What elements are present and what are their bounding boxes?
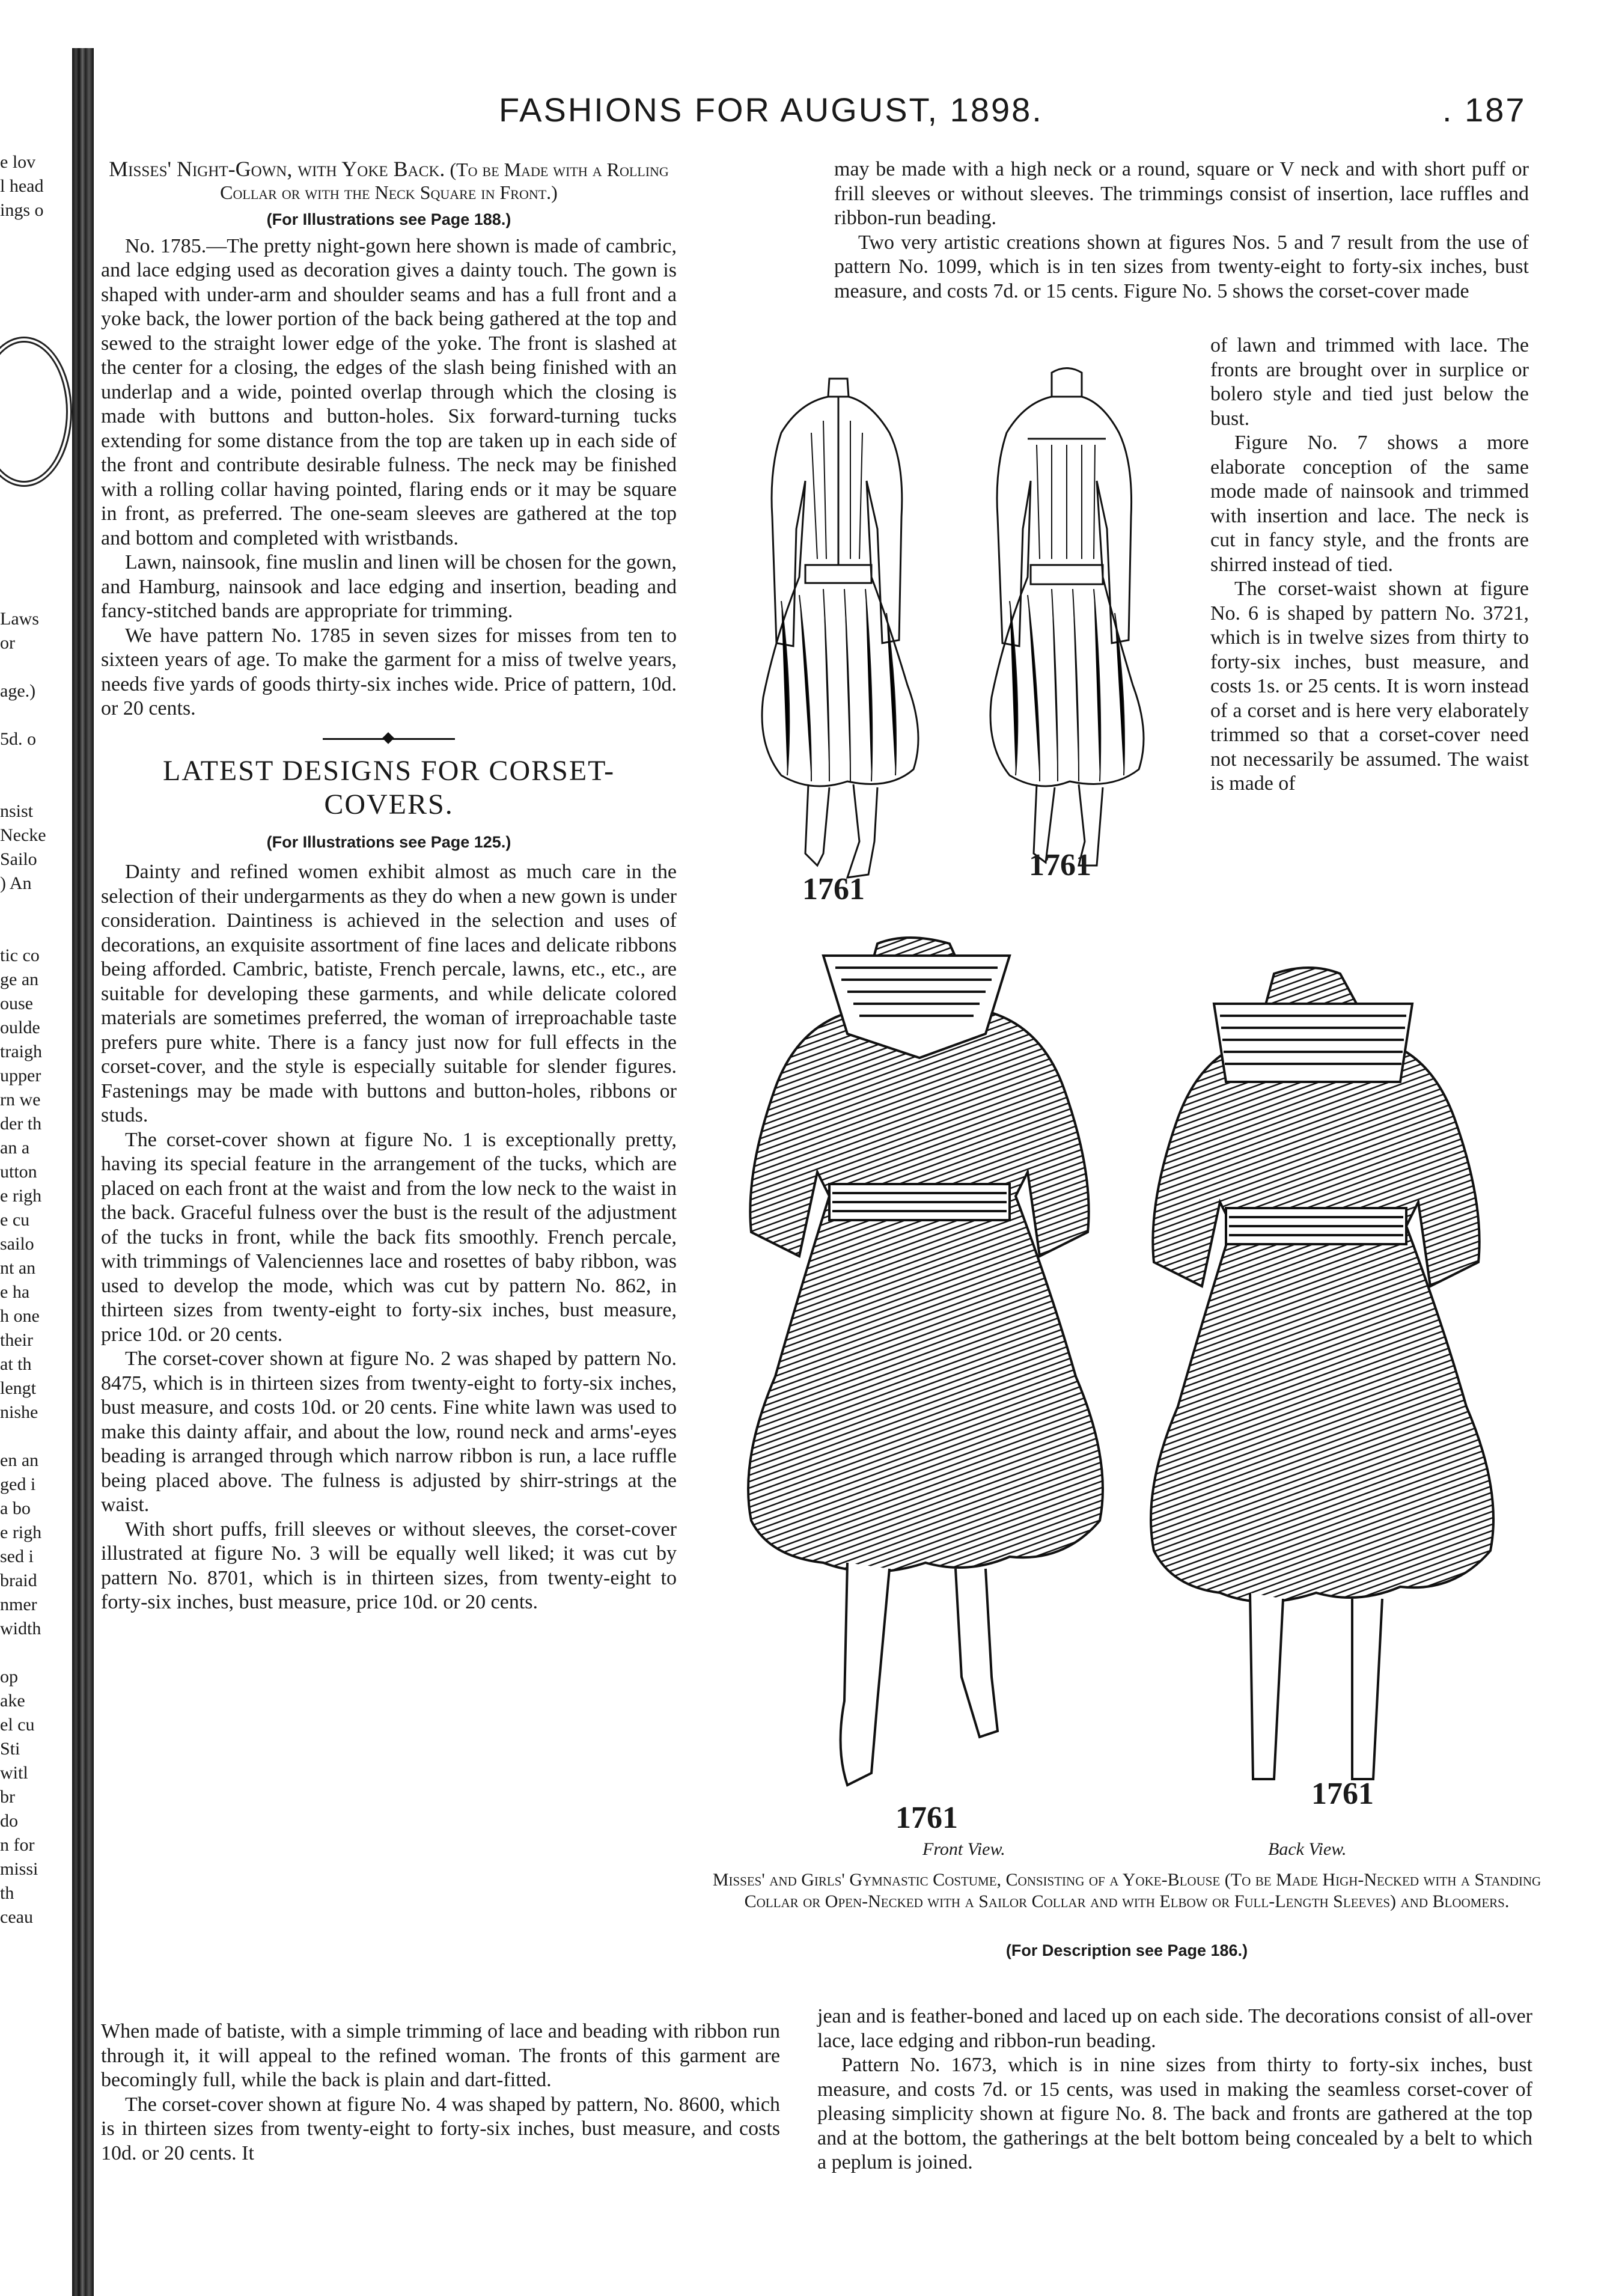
facing-page-fragment: ge an [0,969,39,989]
facing-page-fragment [0,246,72,270]
facing-page-fragment: lengt [0,1378,36,1398]
facing-page-fragment: nt an [0,1258,36,1278]
facing-page-fragment [0,751,72,775]
facing-page-fragment: nsist [0,801,34,821]
facing-page-fragment: Laws [0,609,39,629]
facing-page-fragment [0,270,72,295]
figure-caption-note: (For Description see Page 186.) [1005,1941,1248,1959]
facing-page-fragment: traigh [0,1042,42,1061]
article2-paragraph: With short puffs, frill sleeves or without sleeves, the corset-cover illustrated at figure No. 3 will be equally well liked; it was cut by pattern No. 8701, which is in thirteen sizes, from twenty-eight to forty-six inches, bust measure, price 10d. or 20 cents. [101,1518,677,1613]
front-view-label: Front View. [922,1839,1005,1859]
facing-page-fragment: width [0,1619,41,1638]
small-figure-front [739,361,938,890]
facing-page-fragment: at th [0,1354,32,1374]
facing-page-fragment [0,295,72,319]
right-narrow-column [1210,334,1529,796]
article1-subtitle: (To be Made with a Rolling Collar or with the Neck Square in Front.) [220,159,669,203]
binding-gutter [72,48,94,2296]
large-front-number: 1761 [895,1801,958,1835]
facing-page-fragment: el cu [0,1715,35,1735]
facing-page-fragment: 5d. o [0,729,36,749]
left-column [101,157,677,1615]
facing-page-fragment: e ha [0,1282,30,1302]
right-top-column [834,157,1529,304]
facing-page-fragment: l head [0,176,44,196]
facing-page-fragment: en an [0,1450,39,1470]
facing-page-fragment: e lov [0,152,36,172]
small-front-number: 1761 [802,872,865,906]
facing-page-fragment: th [0,1883,14,1903]
facing-page-fragment: n for [0,1835,35,1855]
facing-page-fragment: ceau [0,1907,33,1927]
facing-page-fragment: nmer [0,1595,37,1614]
facing-page-fragment: oulde [0,1018,40,1037]
back-view-label: Back View. [1268,1839,1347,1859]
facing-page-fragment: utton [0,1162,37,1182]
article2-paragraph: The corset-cover shown at figure No. 1 is exceptionally pretty, having its special feature in the arrangement of the tucks, which are placed on each front at the waist and from the low neck to the waist in the back. Graceful fulness over the bust is the result of the adjustment of the tucks in front, while the back fits smoothly. French percale, with trimmings of Valenciennes lace and rosettes of baby ribbon, was used to develop the mode, which was cut by pattern No. 862, in thirteen sizes from twenty-eight to forty-six inches, bust measure, price 10d. or 20 cents. [101,1128,677,1346]
facing-page-fragment: ouse [0,994,33,1013]
facing-page-fragment [0,655,72,679]
facing-page-fragment: their [0,1330,33,1350]
article2-last-paragraph: The corset-cover shown at figure No. 4 was shaped by pattern, No. 8600, which is in thirteen sizes from twenty-eight to forty-six inches, bust measure, and costs 10d. or 20 cents. It [101,2093,780,2164]
facing-page-fragment: missi [0,1859,38,1879]
facing-page-fragment: e righ [0,1186,42,1206]
facing-page-fragment: sed i [0,1546,34,1566]
facing-page-fragment [0,775,72,799]
facing-page-fragment: Sti [0,1739,20,1759]
facing-page-fragment: Necke [0,825,46,845]
facing-page-fragment: tic co [0,945,40,965]
facing-page-fragment [0,896,72,920]
divider-diamond [382,732,394,744]
facing-page-fragment [0,703,72,727]
article1-note: (For Illustrations see Page 188.) [266,210,511,228]
facing-page-fragment [0,487,72,511]
large-back-number: 1761 [1311,1777,1374,1811]
facing-page-fragment: ings o [0,200,44,220]
facing-page-fragment: an a [0,1138,30,1158]
facing-page-fragment: do [0,1811,18,1831]
article2-paragraph: Dainty and refined women exhibit almost as much care in the selection of their undergarments as they do when a new gown is under consideration. Daintiness is achieved in the selection and uses of decorations, an exquisite assortment of fine laces and delicate ribbons being afforded. Cambric, batiste, French percale, lawns, etc., etc., are suitable for developing these garments, and while delicate colored materials are sometimes preferred, the woman of irreproachable taste prefers pure white. There is a fancy just now for full effects in the corset-cover, and the style is especially suitable for slender figures. Fastenings may be made with buttons and button-holes, ribbons or studs. [101,861,677,1126]
facing-page-fragment [0,222,72,246]
page-number: . 187 [1442,91,1526,129]
article1-title-block [101,157,677,204]
large-figure-back [1136,950,1508,1803]
facing-page-fragment: rn we [0,1090,41,1110]
facing-page-fragment [0,1641,72,1665]
facing-page-fragment [0,559,72,583]
facing-page-fragment: ) An [0,873,32,893]
facing-page-fragment: br [0,1787,15,1807]
facing-page-fragment: a bo [0,1498,31,1518]
article2-paragraph: The corset-cover shown at figure No. 2 was shaped by pattern No. 8475, which is in thirteen sizes from twenty-eight to forty-six inches, bust measure, and costs 10d. or 20 cents. Fine white lawn was used to make this dainty affair, and about the low, round neck and arms'-eyes beading is arranged through which narrow ribbon is run, a lace ruffle being placed above. The fulness is adjusted by shirr-strings at the waist. [101,1348,677,1516]
facing-page-fragment: der th [0,1114,42,1134]
small-back-number: 1761 [1029,848,1091,882]
right-bottom-paragraph: jean and is feather-boned and laced up on each side. The decorations consist of all-over lace, lace edging and ribbon-run beading. [817,2005,1532,2052]
facing-page-fragment: braid [0,1571,37,1590]
facing-page-fragment: or [0,633,15,653]
right-paragraph: Two very artistic creations shown at figures Nos. 5 and 7 result from the use of pattern No. 1099, which is in ten sizes from twenty-eight to forty-six inches, bust measure, and costs 7d. or 15 cents. Figure No. 5 shows the corset-cover made [834,231,1529,302]
running-head: FASHIONS FOR AUGUST, 1898. [499,91,1043,129]
facing-page-fragment: nishe [0,1402,38,1422]
article2-note: (For Illustrations see Page 125.) [266,832,511,851]
small-figure-back [968,361,1166,878]
right-paragraph: may be made with a high neck or a round, square or V neck and with short puff or frill sleeves or without sleeves. The trimmings consist of insertion, lace ruffles and ribbon-run beading. [834,158,1529,229]
facing-page-fragment: e righ [0,1522,42,1542]
narrow-paragraph: Figure No. 7 shows a more elaborate conception of the same mode made of nainsook and trimmed with insertion and lace. The neck is cut in fancy style, and the fronts are shirred instead of tied. [1210,432,1529,576]
facing-page-fragment: h one [0,1306,40,1326]
section-divider [323,738,455,740]
right-bottom-paragraph: Pattern No. 1673, which is in nine sizes from thirty to forty-six inches, bust measure, and costs 7d. or 15 cents, was used in making the seamless corset-cover of pleasing simplicity shown at figure No. 8. The back and fronts are gathered at the top and at the bottom, the gatherings at the belt bottom being concealed by a belt to which a peplum is joined. [817,2054,1532,2173]
facing-page-fragment: ged i [0,1474,36,1494]
right-bottom-column [817,2004,1532,2175]
facing-page-fragment [0,583,72,607]
facing-page-fragment [0,1424,72,1449]
facing-page-fragment: sailo [0,1234,34,1254]
large-figure-front [727,920,1124,1809]
facing-page-fragment: e cu [0,1210,30,1230]
facing-page-fragment: ake [0,1691,25,1711]
facing-page-fragment [0,511,72,535]
left-wide-block [101,2020,780,2166]
facing-page-fragment: age.) [0,681,36,701]
facing-page-fragment: witl [0,1763,28,1783]
narrow-paragraph: The corset-waist shown at figure No. 6 is shaped by pattern No. 3721, which is in twelve sizes from thirty to forty-six inches, bust measure, and costs 1s. or 25 cents. It is worn instead of a corset and is here very elaborately trimmed so that a corset-cover need not necessarily be assumed. The waist is made of [1210,578,1529,795]
facing-page-fragment [0,920,72,944]
article2-title: LATEST DESIGNS FOR CORSET-COVERS. [162,754,615,820]
facing-page-fragment: op [0,1667,18,1687]
figure-caption: Misses' and Girls' Gymnastic Costume, Consisting of a Yoke-Blouse (To be Made High-Necked with a Standing Collar or Open-Necked with a Sailor Collar and with Elbow or Full-Length Sleeves) and Bloomers. [712,1870,1541,1911]
article1-paragraph: No. 1785.—The pretty night-gown here shown is made of cambric, and lace edging used as decoration gives a dainty touch. The gown is shaped with under-arm and shoulder seams and has a full front and a yoke back, the lower portion of the back being gathered at the top and sewed to the straight lower edge of the yoke. The front is slashed at the center for a closing, the edges of the slash being finished with an underlap and a wide, pointed overlap through which the closing is made with buttons and button-holes. Six forward-turning tucks extending for some distance from the top are taken up in each side of the front and contribute desirable fulness. The neck may be finished with a rolling collar having pointed, flaring ends or it may be square in front, as preferred. The one-seam sleeves are gathered at the top and bottom and completed with wristbands. [101,234,677,549]
facing-page-fragment: upper [0,1066,41,1085]
article2-paragraph-continued: When made of batiste, with a simple trimming of lace and beading with ribbon run through it, it will appeal to the refined woman. The fronts of this garment are becomingly full, while the back is plain and dart-fitted. [101,2020,780,2091]
article1-paragraph: Lawn, nainsook, fine muslin and linen will be chosen for the gown, and Hamburg, nainsook and lace edging and insertion, beading and fancy-stitched bands are appropriate for trimming. [101,551,677,622]
facing-page-fragment: Sailo [0,849,37,869]
article1-paragraph: We have pattern No. 1785 in seven sizes for misses from ten to sixteen years of age. To make the garment for a miss of twelve years, needs five yards of goods thirty-six inches wide. Price of pattern, 10d. or 20 cents. [101,624,677,719]
narrow-paragraph: of lawn and trimmed with lace. The fronts are brought over in surplice or bolero style and tied just below the bust. [1210,334,1529,430]
article1-title: Misses' Night-Gown, with Yoke Back. [109,157,445,181]
facing-page-fragment [0,535,72,559]
